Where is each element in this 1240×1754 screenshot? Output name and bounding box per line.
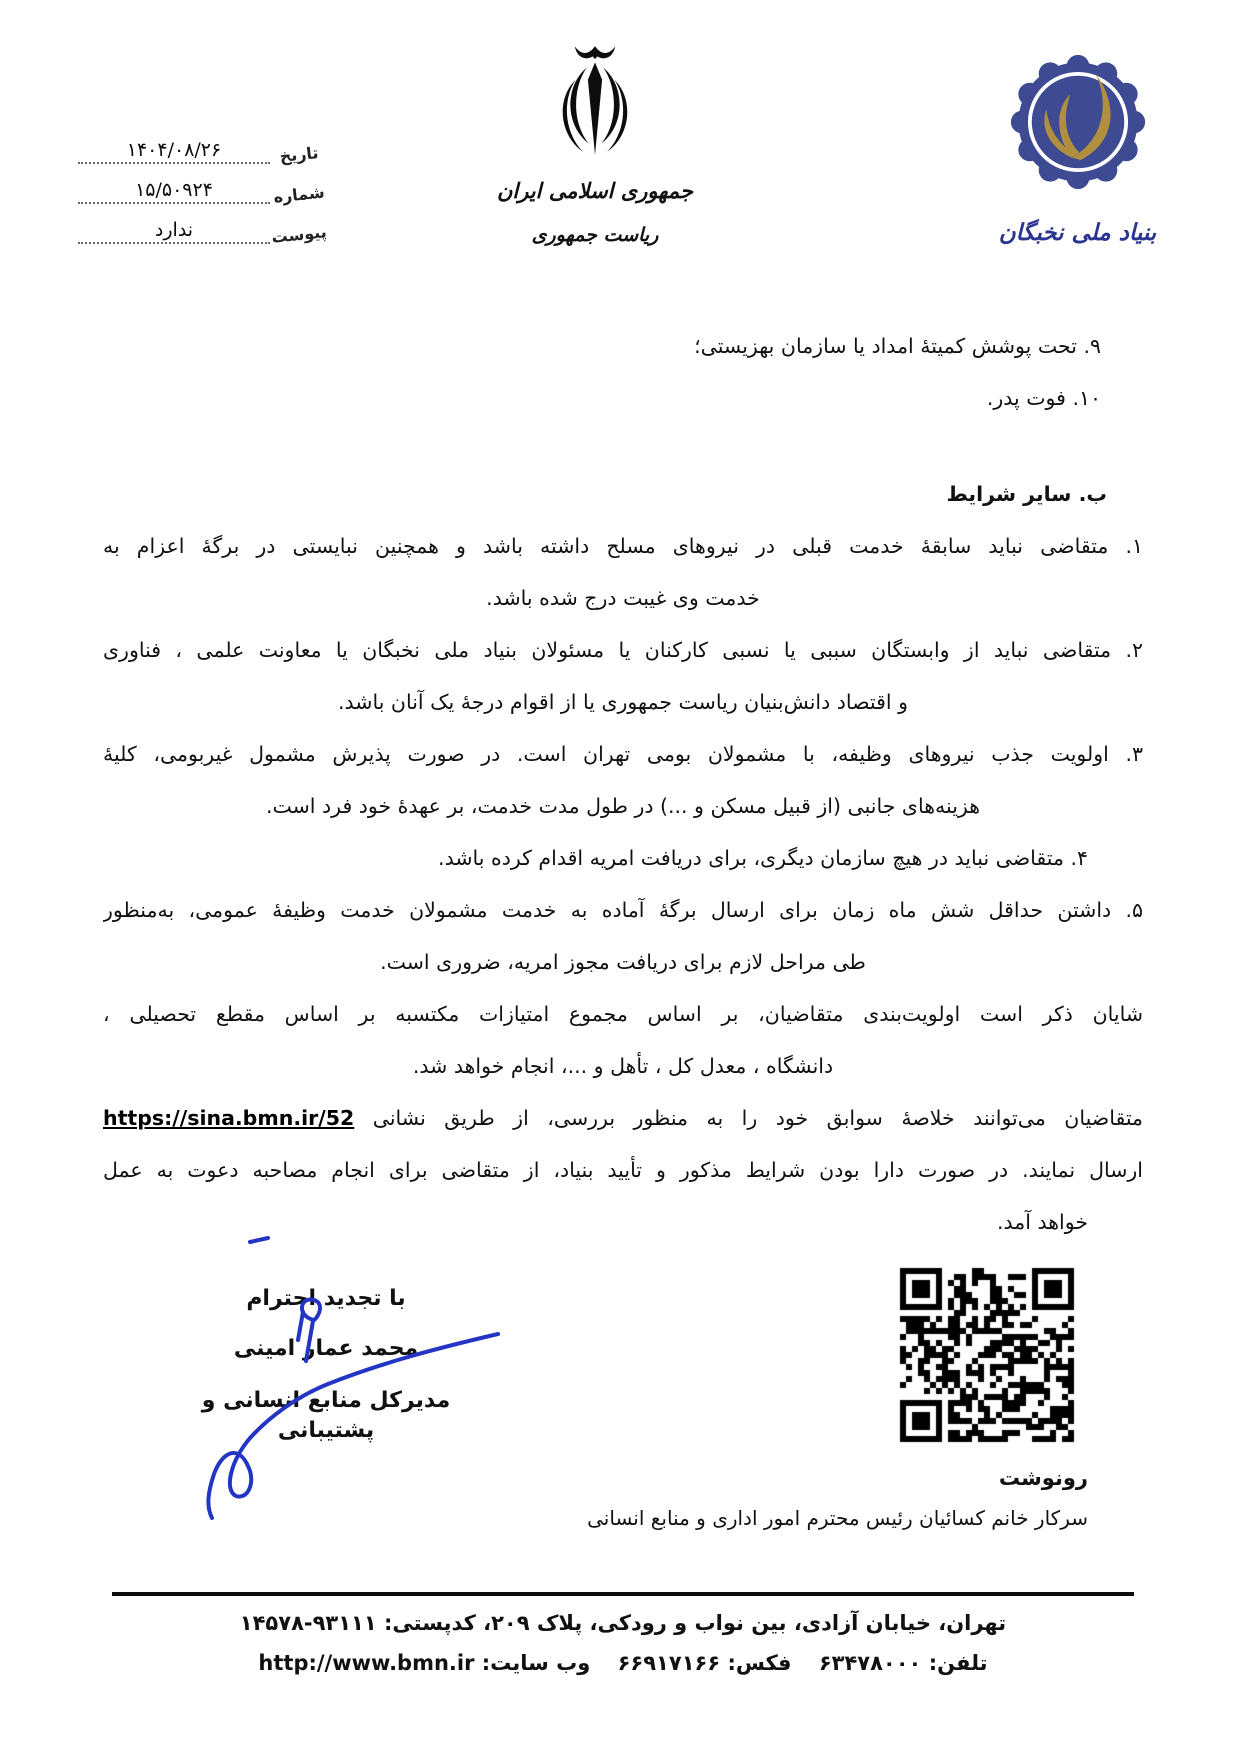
emblem-title: جمهوری اسلامی ایران xyxy=(496,179,694,203)
footer-address-line xyxy=(112,1608,1134,1638)
attachment-row xyxy=(78,214,328,247)
body-line: ۳. اولویت جذب نیروهای وظیفه، با مشمولان بومی تهران است. در صورت پذیرش مشمول غیربومی، کلیهٔ xyxy=(103,742,1143,766)
foundation-name: بنیاد ملی نخبگان xyxy=(998,220,1157,246)
letterhead-meta xyxy=(78,134,328,254)
attachment-label: پیوست xyxy=(270,222,328,247)
website-label: وب سایت: xyxy=(481,1651,591,1675)
body-line: و اقتصاد دانش‌بنیان ریاست جمهوری یا از اقوام درجهٔ یک آنان باشد. xyxy=(338,690,908,714)
number-leader xyxy=(78,179,270,204)
sina-link[interactable]: https://sina.bmn.ir/52 xyxy=(103,1106,355,1130)
footer-address: تهران، خیابان آزادی، بین نواب و رودکی، پلاک ۲۰۹، کدپستی: xyxy=(384,1611,1007,1635)
body-line: طی مراحل لازم برای دریافت مجوز امریه، ضروری است. xyxy=(380,950,866,974)
date-label: تاریخ xyxy=(278,143,320,166)
footer-divider xyxy=(112,1592,1134,1596)
qr-code xyxy=(898,1266,1076,1444)
body-line: ۱. متقاضی نباید سابقهٔ خدمت قبلی در نیروهای مسلح داشته باشد و همچنین نبایستی در برگهٔ اعزام به xyxy=(103,534,1143,558)
body-line: ب. سایر شرایط xyxy=(946,482,1107,506)
copy-block xyxy=(587,1466,1088,1532)
attachment-value: ندارد xyxy=(154,219,194,241)
footer-fax xyxy=(610,1651,791,1675)
fax-number: ۶۶۹۱۷۱۶۶ xyxy=(617,1651,721,1675)
iran-emblem-icon xyxy=(534,34,656,166)
signatory-name: محمد عمار امینی xyxy=(233,1336,419,1361)
body-line: ۲. متقاضی نباید از وابستگان سببی یا نسبی کارکنان یا مسئولان بنیاد ملی نخبگان یا معاونت علمی ، فناوری xyxy=(103,638,1143,662)
body-line: خواهد آمد. xyxy=(997,1210,1088,1234)
number-row xyxy=(78,174,328,207)
fax-label: فکس: xyxy=(727,1651,792,1675)
attachment-value-leader xyxy=(78,219,270,244)
body-line: ارسال نمایند. در صورت دارا بودن شرایط مذکور و تأیید بنیاد، از متقاضی برای انجام مصاحبه دعوت به عمل xyxy=(103,1158,1143,1182)
body-line: ۹. تحت پوشش کمیتهٔ امداد یا سازمان بهزیستی؛ xyxy=(694,334,1101,358)
copy-recipient: سرکار خانم کسائیان رئیس محترم امور اداری و منابع انسانی xyxy=(587,1506,1088,1530)
foundation-seal-block xyxy=(975,46,1180,248)
footer-contact-line xyxy=(112,1648,1134,1678)
body-line: خدمت وی غیبت درج شده باشد. xyxy=(486,586,760,610)
footer-website xyxy=(258,1651,590,1675)
number-value: ۱۵/۵۰۹۲۴ xyxy=(135,179,213,201)
phone-label: تلفن: xyxy=(928,1651,988,1675)
date-leader xyxy=(78,139,270,164)
date-value: ۱۴۰۴/۰۸/۲۶ xyxy=(126,139,222,161)
letter-body xyxy=(103,320,1143,1248)
emblem-subtitle: ریاست جمهوری xyxy=(531,224,659,246)
body-line: هزینه‌های جانبی (از قبیل مسکن و ...) در طول مدت خدمت، بر عهدهٔ خود فرد است. xyxy=(265,794,981,818)
signature-salutation: با تجدید احترام xyxy=(246,1286,406,1311)
signatory-title: مدیرکل منابع انسانی و پشتیبانی xyxy=(201,1388,451,1443)
body-line: دانشگاه ، معدل کل ، تأهل و ...، انجام خواهد شد. xyxy=(412,1054,834,1078)
foundation-seal-icon xyxy=(1002,46,1154,198)
phone-number: ۶۳۴۷۸۰۰۰ xyxy=(818,1651,922,1675)
national-emblem-block xyxy=(460,34,730,248)
body-line: ۵. داشتن حداقل شش ماه زمان برای ارسال برگهٔ آماده به خدمت مشمولان خدمت وظیفهٔ عمومی، به‌منظور xyxy=(103,898,1143,922)
body-line: شایان ذکر است اولویت‌بندی متقاضیان، بر اساس مجموع امتیازات مکتسبه بر اساس مقطع تحصیلی ، xyxy=(103,1002,1143,1026)
footer xyxy=(112,1592,1134,1678)
number-label: شماره xyxy=(272,182,326,207)
date-row xyxy=(78,134,328,164)
body-line: ۱۰. فوت پدر. xyxy=(986,386,1101,410)
body-line: ۴. متقاضی نباید در هیچ سازمان دیگری، برای دریافت امریه اقدام کرده باشد. xyxy=(438,846,1088,870)
copy-header: رونوشت xyxy=(998,1466,1088,1490)
website-url: http://www.bmn.ir xyxy=(258,1651,475,1675)
body-line: متقاضیان می‌توانند خلاصهٔ سوابق خود را به منظور بررسی، از طریق نشانی https://sina.bmn.ir/52 xyxy=(103,1106,1143,1130)
signature-block xyxy=(168,1284,484,1446)
footer-phone xyxy=(812,1651,988,1675)
footer-postal-code: ۱۴۵۷۸-۹۳۱۱۱ xyxy=(239,1611,377,1635)
